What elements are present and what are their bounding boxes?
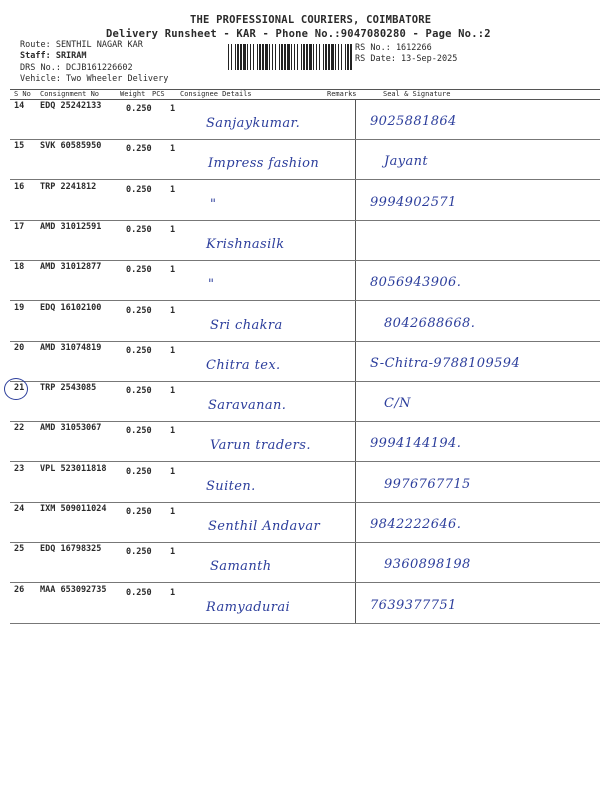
row-sno: 16 xyxy=(14,182,25,192)
row-sno: 15 xyxy=(14,141,25,151)
row-weight: 0.250 xyxy=(126,588,152,598)
barcode xyxy=(228,44,352,70)
row-consignee-handwritten: Impress fashion xyxy=(208,156,320,171)
row-consignee-handwritten: Krishnasilk xyxy=(206,237,285,252)
row-pcs: 1 xyxy=(170,386,176,396)
row-separator xyxy=(10,582,600,583)
row-consignee-handwritten: Chitra tex. xyxy=(206,358,281,373)
row-consignee-handwritten: Saravanan. xyxy=(208,398,287,413)
row-weight: 0.250 xyxy=(126,104,152,114)
row-consignment-no: TRP 2543085 xyxy=(40,383,97,393)
row-weight: 0.250 xyxy=(126,306,152,316)
row-pcs: 1 xyxy=(170,185,176,195)
row-separator xyxy=(10,461,600,462)
row-separator xyxy=(10,300,600,301)
row-separator xyxy=(10,179,600,180)
row-separator xyxy=(10,421,600,422)
row-consignment-no: AMD 31012591 xyxy=(40,222,102,232)
row-seal-signature: Jayant xyxy=(384,154,429,169)
row-consignee-handwritten: " xyxy=(208,277,215,292)
row-weight: 0.250 xyxy=(126,225,152,235)
col-consignment: Consignment No xyxy=(40,90,100,98)
row-pcs: 1 xyxy=(170,588,176,598)
row-seal-signature: 7639377751 xyxy=(370,598,457,613)
row-sno: 19 xyxy=(14,303,25,313)
row-weight: 0.250 xyxy=(126,265,152,275)
row-consignee-handwritten: Sri chakra xyxy=(210,318,283,333)
row-separator xyxy=(10,502,600,503)
row-pcs: 1 xyxy=(170,306,176,316)
row-separator xyxy=(10,542,600,543)
row-weight: 0.250 xyxy=(126,467,152,477)
col-seal-signature: Seal & Signature xyxy=(383,90,451,98)
row-consignee-handwritten: Sanjaykumar. xyxy=(206,116,301,131)
row-consignment-no: EDQ 16798325 xyxy=(40,544,102,554)
col-weight: Weight xyxy=(120,90,146,98)
row-pcs: 1 xyxy=(170,346,176,356)
row-weight: 0.250 xyxy=(126,386,152,396)
row-seal-signature: 9976767715 xyxy=(384,477,471,492)
row-sno: 23 xyxy=(14,464,25,474)
row-sno: 14 xyxy=(14,101,25,111)
row-separator xyxy=(10,381,600,382)
row-pcs: 1 xyxy=(170,104,176,114)
row-seal-signature: 9360898198 xyxy=(384,557,471,572)
company-name: THE PROFESSIONAL COURIERS, COIMBATORE xyxy=(190,14,432,26)
row-pcs: 1 xyxy=(170,426,176,436)
row-weight: 0.250 xyxy=(126,547,152,557)
row-pcs: 1 xyxy=(170,507,176,517)
row-consignment-no: EDQ 25242133 xyxy=(40,101,102,111)
drs-number: DRS No.: DCJB161226602 xyxy=(20,63,133,73)
row-consignment-no: SVK 60585950 xyxy=(40,141,102,151)
col-remarks: Remarks xyxy=(327,90,357,98)
row-sno: 25 xyxy=(14,544,25,554)
table-header-border xyxy=(10,99,600,100)
row-seal-signature: C/N xyxy=(384,396,411,411)
row-consignment-no: VPL 523011818 xyxy=(40,464,107,474)
row-pcs: 1 xyxy=(170,265,176,275)
col-pcs: PCS xyxy=(152,90,165,98)
row-sno: 20 xyxy=(14,343,25,353)
row-seal-signature: 9842222646. xyxy=(370,517,462,532)
row-seal-signature: 9994902571 xyxy=(370,195,457,210)
row-consignment-no: AMD 31012877 xyxy=(40,262,102,272)
row-sno: 18 xyxy=(14,262,25,272)
vehicle-label: Vehicle: Two Wheeler Delivery xyxy=(20,74,169,84)
row-seal-signature: 9025881864 xyxy=(370,114,457,129)
row-sno: 26 xyxy=(14,585,25,595)
row-consignment-no: TRP 2241812 xyxy=(40,182,97,192)
row-pcs: 1 xyxy=(170,225,176,235)
row-pcs: 1 xyxy=(170,547,176,557)
row-separator xyxy=(10,260,600,261)
row-pcs: 1 xyxy=(170,467,176,477)
staff-label: Staff: SRIRAM xyxy=(20,51,87,61)
row-consignment-no: AMD 31053067 xyxy=(40,423,102,433)
row-consignment-no: MAA 653092735 xyxy=(40,585,107,595)
row-pcs: 1 xyxy=(170,144,176,154)
row-consignee-handwritten: Varun traders. xyxy=(210,438,311,453)
row-consignee-handwritten: Samanth xyxy=(210,559,272,574)
row-separator xyxy=(10,220,600,221)
row-weight: 0.250 xyxy=(126,185,152,195)
row-seal-signature: 8042688668. xyxy=(384,316,476,331)
row-separator xyxy=(10,341,600,342)
route-label: Route: SENTHIL NAGAR KAR xyxy=(20,40,143,50)
seal-column-divider xyxy=(355,99,356,624)
row-separator xyxy=(10,139,600,140)
rs-number: RS No.: 1612266 xyxy=(355,43,432,53)
row-weight: 0.250 xyxy=(126,346,152,356)
row-weight: 0.250 xyxy=(126,426,152,436)
rs-date: RS Date: 13-Sep-2025 xyxy=(355,54,458,64)
row-sno: 24 xyxy=(14,504,25,514)
row-seal-signature: 9994144194. xyxy=(370,436,462,451)
row-separator xyxy=(10,623,600,624)
row-consignee-handwritten: " xyxy=(210,197,217,212)
row-consignment-no: EDQ 16102100 xyxy=(40,303,102,313)
row-consignee-handwritten: Ramyadurai xyxy=(206,600,291,615)
runsheet-title: Delivery Runsheet - KAR - Phone No.:9047080280 - Page No.:2 xyxy=(106,28,491,40)
row-seal-signature: 8056943906. xyxy=(370,275,462,290)
row-weight: 0.250 xyxy=(126,507,152,517)
row-sno: 22 xyxy=(14,423,25,433)
row-consignment-no: IXM 509011024 xyxy=(40,504,107,514)
row-weight: 0.250 xyxy=(126,144,152,154)
circled-row-marker xyxy=(4,378,28,400)
row-consignee-handwritten: Senthil Andavar xyxy=(208,519,321,534)
row-seal-signature: S-Chitra-9788109594 xyxy=(370,356,521,371)
row-sno: 21 xyxy=(14,383,25,393)
row-sno: 17 xyxy=(14,222,25,232)
col-sno: S No xyxy=(14,90,31,98)
col-consignee-details: Consignee Details xyxy=(180,90,252,98)
row-consignee-handwritten: Suiten. xyxy=(206,479,256,494)
row-consignment-no: AMD 31074819 xyxy=(40,343,102,353)
